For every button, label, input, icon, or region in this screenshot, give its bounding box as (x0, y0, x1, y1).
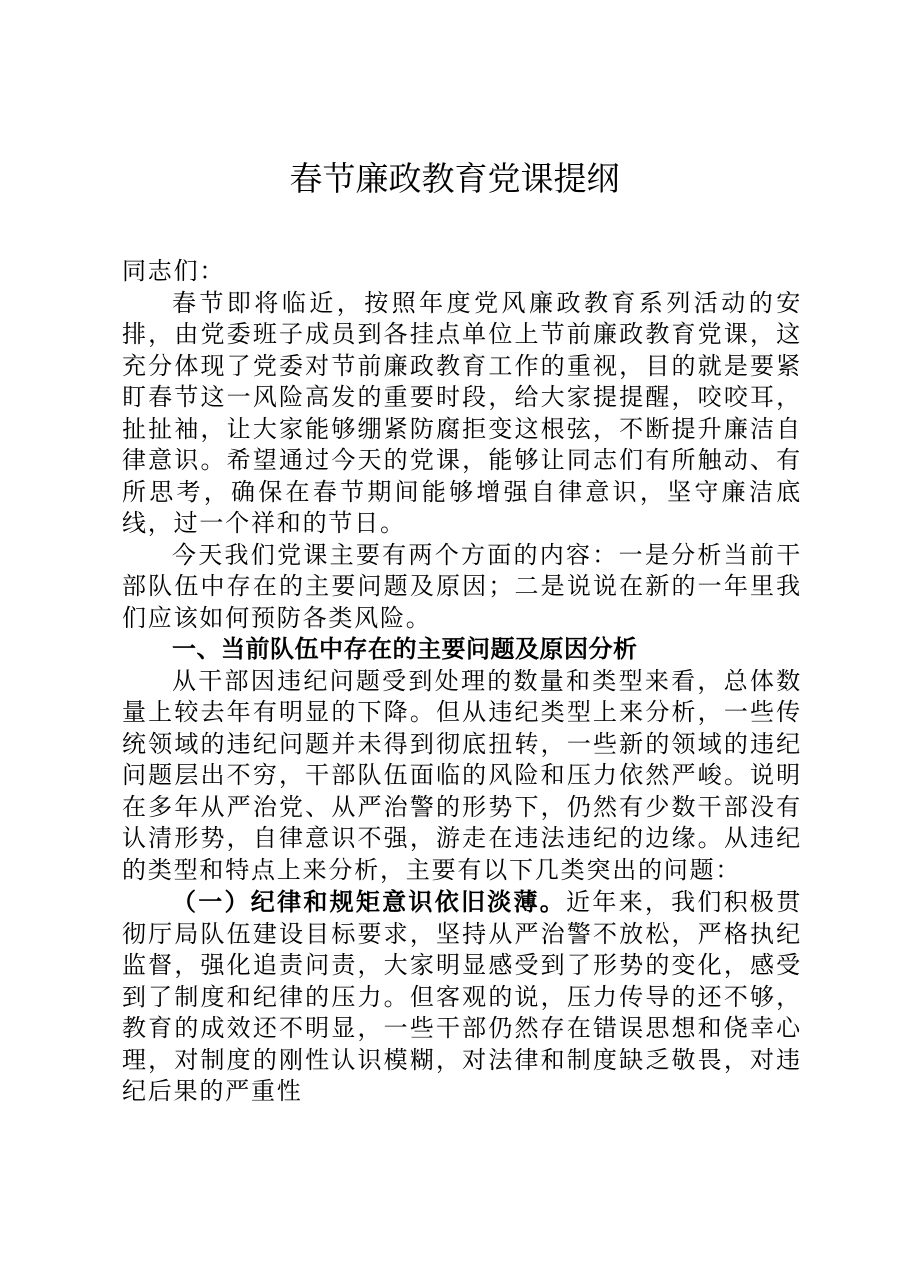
paragraph-intro: 春节即将临近，按照年度党风廉政教育系列活动的安排，由党委班子成员到各挂点单位上节前廉政教育党课，这充分体现了党委对节前廉政教育工作的重视，目的就是要紧盯春节这一风险高发的重要时段，给大家提提醒，咬咬耳，扯扯袖，让大家能够绷紧防腐拒变这根弦，不断提升廉洁自律意识。希望通过今天的党课，能够让同志们有所触动、有所思考，确保在春节期间能够增强自律意识，坚守廉洁底线，过一个祥和的节日。 (122, 288, 802, 537)
document-body (122, 256, 802, 1108)
paragraph-section-analysis: 从干部因违纪问题受到处理的数量和类型来看，总体数量上较去年有明显的下降。但从违纪类型上来分析，一些传统领域的违纪问题并未得到彻底扭转，一些新的领域的违纪问题层出不穷，干部队伍面临的风险和压力依然严峻。说明在多年从严治党、从严治警的形势下，仍然有少数干部没有认清形势，自律意识不强，游走在违法违纪的边缘。从违纪的类型和特点上来分析，主要有以下几类突出的问题： (122, 666, 802, 884)
section-heading: 一、当前队伍中存在的主要问题及原因分析 (172, 635, 638, 663)
paragraph-subsection (122, 886, 802, 1108)
subsection-text: 近年来，我们积极贯彻厅局队伍建设目标要求，坚持从严治警不放松，严格执纪监督，强化追责问责，大家明显感受到了形势的变化，感受到了制度和纪律的压力。但客观的说，压力传导的还不够，教育的成效还不明显，一些干部仍然存在错误思想和侥幸心理，对制度的刚性认识模糊，对法律和制度缺乏敬畏，对违纪后果的严重性 (122, 888, 803, 1105)
document-title: 春节廉政教育党课提纲 (289, 159, 620, 198)
paragraph-outline: 今天我们党课主要有两个方面的内容：一是分析当前干部队伍中存在的主要问题及原因；二是说说在新的一年里我们应该如何预防各类风险。 (122, 540, 802, 632)
subsection-heading: （一）纪律和规矩意识依旧淡薄。 (172, 887, 567, 916)
salutation: 同志们： (122, 257, 226, 285)
